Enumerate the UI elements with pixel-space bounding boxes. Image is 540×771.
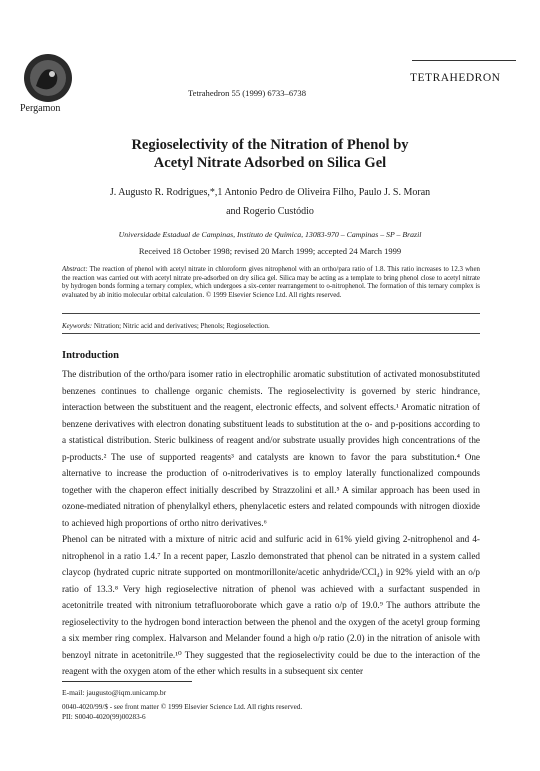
body-text: [62, 366, 480, 680]
dates: Received 18 October 1998; revised 20 March 1999; accepted 24 March 1999: [138, 246, 402, 256]
keywords-text: Nitration; Nitric acid and derivatives; Phenols; Regioselection.: [92, 322, 270, 330]
footnote-email: E-mail: jaugusto@iqm.unicamp.br: [62, 688, 167, 697]
authors-line-2: and Rogerio Custódio: [226, 206, 314, 217]
authors-line-1: J. Augusto R. Rodrigues,*,1 Antonio Pedro de Oliveira Filho, Paulo J. S. Moran: [109, 187, 431, 198]
keywords-label: Keywords:: [62, 322, 93, 330]
copyright-line-1: 0040-4020/99/$ - see front matter © 1999 Elsevier Science Ltd. All rights reserved.: [62, 703, 303, 711]
citation: Tetrahedron 55 (1999) 6733–6738: [188, 88, 307, 98]
abstract-text: The reaction of phenol with acetyl nitrate in chloroform gives nitrophenol with an ortho/para ratio of 1.8. This ratio increases to 12.3 when the reaction was carried out with acetyl nitrate pre-adsorbed on dry silica gel. Silica may be acting as a template to bring phenol close to acetyl nitrate by hydrogen bonds forming a ternary complex, which undergoes a six-center rearrangement to o-nitrophenol. The formation of this ternary complex is evaluated by ab initio molecular orbital calculation. © 1999 Elsevier Science Ltd. All rights reserved.: [62, 266, 480, 299]
title-line-1: Regioselectivity of the Nitration of Phenol by: [131, 137, 409, 153]
abstract: [62, 266, 480, 300]
footnote-rule: [62, 681, 192, 682]
journal-name: TETRAHEDRON: [410, 72, 501, 84]
paragraph-2: Phenol can be nitrated with a mixture of nitric acid and sulfuric acid in 61% yield giving 2-nitrophenol and 4-nitrophenol in a ratio 1.4.⁷ In a recent paper, Laszlo demonstrated that phenol can be nitrated in a system called claycop (hydrated cupric nitrate supported on montmorillonite/acetic anhydride/CCl₄) in 92% yield with an o/p ratio of 13.3.⁸ Very high regioselective nitration of phenol was achieved with a surfactant suspended in acetonitrile treated with nitronium tetrafluoroborate which gave a ratio o/p of 19.0.⁹ The authors attribute the regioselectivity to the hydrogen bond interaction between the phenol and the oxygen of the acetyl group forming a six member ring complex. Halvarson and Melander found a high o/p ratio (2.0) in the nitration of anisole with benzoyl nitrate in acetonitrile.¹⁰ They suggested that the regioselectivity could be due to the interaction of the reagent with the oxygen atom of the ether which results in a subsequent six center: [62, 534, 480, 676]
keywords: [62, 322, 270, 330]
journal-rule: [412, 60, 516, 61]
pergamon-logo-icon: [22, 52, 74, 104]
pii-line: PII: S0040-4020(99)00283-6: [62, 712, 146, 721]
abstract-label: Abstract:: [62, 266, 88, 273]
paragraph-1: The distribution of the ortho/para isomer ratio in electrophilic aromatic substitution of activated monosubstituted benzenes continues to challenge organic chemists. The regioselectivity is governed by steric hindrance, interaction between the substituent and the reagent, electronic effects, and solvent effects.¹ Aromatic nitration of benzene derivatives with electron donating substituent leads to substitution at the o- and p-positions according to a statistical distribution. Steric bulkiness of reagent and/or substrate usually provides high concentrations of the p-products.² The use of supported reagents³ and catalysts are known to favor the para substitution.⁴ One alternative to increase the production of o-nitroderivatives is to employ laterally functionalized compounds together with the chaperon effect initially described by Strazzolini et all.⁵ A similar approach has been used in ozone-mediated nitration of phenylalkyl ethers, phenylacetic esters and related compounds with nitrogen dioxide to achieved high proportions of ortho nitro derivatives.⁶: [62, 369, 480, 528]
section-heading: Introduction: [62, 350, 119, 361]
affiliation: Universidade Estadual de Campinas, Instituto de Química, 13083-970 – Campinas – SP – Brazil: [118, 230, 422, 239]
copyright: [62, 703, 302, 722]
publisher-name: Pergamon: [20, 103, 61, 114]
abstract-rule-top: [62, 313, 480, 314]
abstract-rule-bottom: [62, 333, 480, 334]
title-line-2: Acetyl Nitrate Adsorbed on Silica Gel: [153, 155, 387, 171]
